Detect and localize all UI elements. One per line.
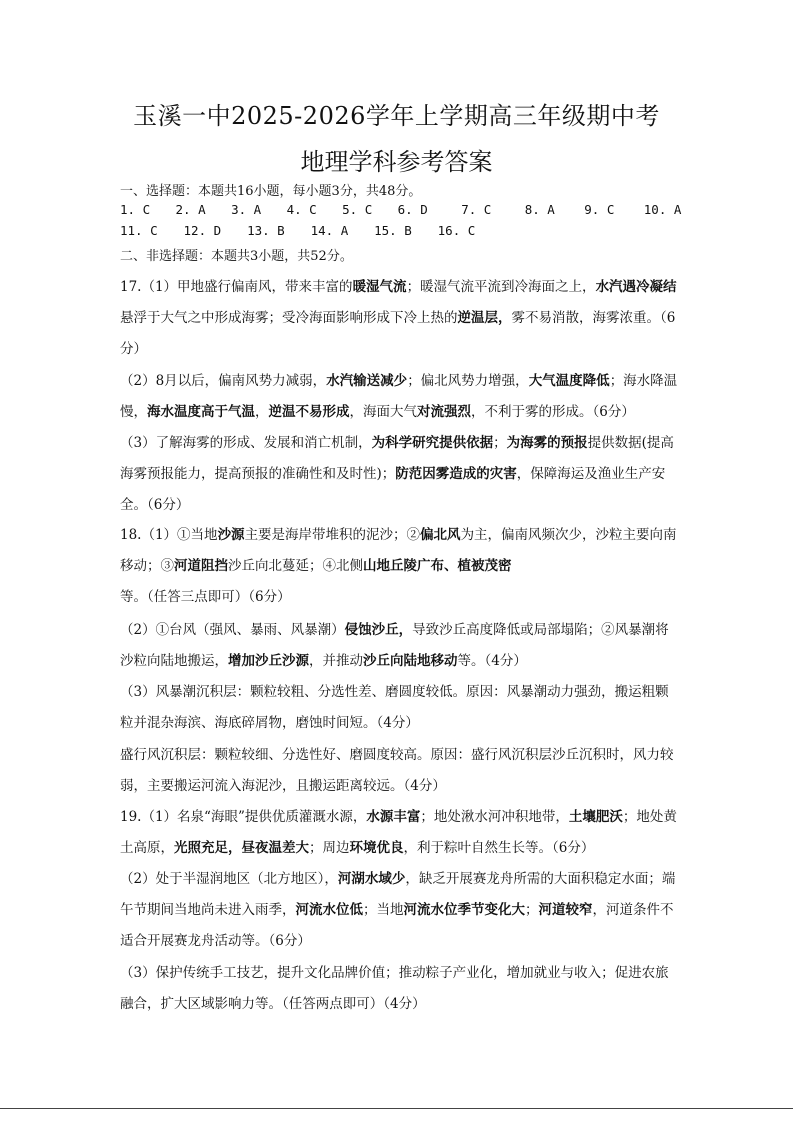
exam-subtitle: 地理学科参考答案	[300, 148, 493, 176]
emphasis-text: 河湖水域少	[337, 871, 406, 887]
answer-item: 3. A	[231, 202, 262, 217]
emphasis-text: 对流强烈	[417, 404, 471, 420]
answer-text: 主要是海岸带堆积的泥沙；②	[244, 527, 421, 543]
answer-item: 2. A	[175, 202, 206, 217]
answer-text: ；偏北风势力增强，	[407, 373, 529, 389]
emphasis-text: 水汽输送减少	[326, 373, 408, 389]
emphasis-text: 河流水位低	[295, 902, 363, 918]
q19-part3	[120, 958, 680, 1020]
answer-text: 沙丘向北蔓延；④北侧	[228, 558, 363, 574]
q18-part4	[120, 740, 680, 802]
answer-item: 6. D	[397, 202, 428, 217]
answer-text: （2）①台风（强风、暴雨、风暴潮）	[120, 622, 345, 638]
q18-part1	[120, 520, 680, 613]
answer-text: ，海面大气	[349, 404, 417, 420]
answer-text: ；	[493, 435, 507, 451]
answer-text: ，河道条件不适合开展赛龙舟活动等。（6分）	[120, 902, 674, 949]
answer-text: ，保障海运及渔业生产安全。（6分）	[120, 466, 666, 513]
answer-text: ；地处黄土高原，	[120, 809, 677, 856]
emphasis-text: 山地丘陵广布、植被茂密	[363, 558, 512, 574]
answer-text: （2）8月以后，偏南风势力减弱，	[120, 373, 327, 389]
emphasis-text: 逆温不易形成	[268, 404, 350, 420]
answer-text: （3）风暴潮沉积层：颗粒较粗、分选性差、磨圆度较低。原因：风暴潮动力强劲，搬运粗颗粒并混杂海滨、海底碎屑物，磨蚀时间短。（4分）	[120, 684, 669, 731]
emphasis-text: 海水温度高于气温	[147, 404, 255, 420]
answer-item: 7. C	[461, 202, 492, 217]
answer-text: ，	[255, 404, 269, 420]
answer-text: 18.（1）①当地	[120, 527, 218, 543]
answer-item: 4. C	[286, 202, 317, 217]
q19-part2	[120, 864, 680, 957]
emphasis-text: 河道阻挡	[174, 558, 228, 574]
answer-text: ；当地	[363, 902, 404, 918]
section1-heading: 一、选择题：本题共16小题，每小题3分，共48分。	[120, 184, 422, 199]
emphasis-text: 水汽遇冷凝结	[595, 279, 677, 295]
answer-text: 提供数据(提高海雾预报能力，提高预报的准确性和及时性)；	[120, 435, 674, 482]
answer-item: 15. B	[374, 223, 412, 238]
answer-text: 等。（4分）	[457, 653, 527, 669]
exam-title: 玉溪一中2025-2026学年上学期高三年级期中考	[133, 102, 660, 130]
emphasis-text: 侵蚀沙丘，	[344, 622, 413, 638]
answer-item: 8. A	[524, 202, 555, 217]
answer-text: 盛行风沉积层：颗粒较细、分选性好、磨圆度较高。原因：盛行风沉积层沙丘沉积时，风力较弱，主要搬运河流入海泥沙，且搬运距离较远。（4分）	[120, 747, 674, 794]
answer-text: （3）了解海雾的形成、发展和消亡机制，	[120, 435, 372, 451]
emphasis-text: 沙源	[217, 527, 245, 543]
emphasis-text: 暖湿气流	[352, 279, 407, 295]
emphasis-text: 沙丘向陆地移动	[363, 653, 458, 669]
emphasis-text: 环境优良	[349, 840, 404, 856]
answer-text: ，不利于雾的形成。（6分）	[471, 404, 635, 420]
emphasis-text: 河道较窄	[538, 902, 593, 918]
answer-item: 14. A	[310, 223, 349, 238]
answer-text: 悬浮于大气之中形成海雾；受冷海面影响形成下冷上热的	[120, 310, 458, 326]
answer-text: ，并推动	[309, 653, 363, 669]
answer-text: （2）处于半湿润地区（北方地区），	[120, 871, 338, 887]
answer-text: ；	[525, 902, 539, 918]
q19-part1	[120, 802, 680, 864]
emphasis-text: 逆温层，	[457, 310, 512, 326]
section2-heading: 二、非选择题：本题共3小题，共52分。	[120, 249, 353, 264]
answer-text: ；周边	[309, 840, 350, 856]
answer-item: 10. A	[643, 202, 682, 217]
answer-text: 17.（1）甲地盛行偏南风，带来丰富的	[120, 279, 353, 295]
emphasis-text: 增加沙丘沙源	[228, 653, 309, 669]
answer-item: 11. C	[120, 223, 158, 238]
emphasis-text: 光照充足，昼夜温差大	[174, 840, 309, 856]
answer-item: 1. C	[120, 202, 151, 217]
q18-part2	[120, 615, 680, 677]
answer-text: ，利于粽叶自然生长等。（6分）	[403, 840, 595, 856]
emphasis-text: 大气温度降低	[528, 373, 610, 389]
answer-text: ；海水降温慢，	[120, 373, 678, 420]
answer-text: ；暖湿气流平流到冷海面之上，	[406, 279, 596, 295]
answer-text: 为主，偏南风频次少，沙粒主要向南移动；③	[120, 527, 677, 574]
answer-text: 19.（1）名泉“海眼”提供优质灌溉水源，	[120, 809, 367, 825]
emphasis-text: 为海雾的预报	[506, 435, 588, 451]
emphasis-text: 偏北风	[420, 527, 461, 543]
emphasis-text: 土壤肥沃	[568, 809, 623, 825]
answer-text: 导致沙丘高度降低或局部塌陷；②风暴潮将沙粒向陆地搬运，	[120, 622, 669, 669]
answer-text: 等。（任答三点即可）（6分）	[120, 589, 291, 605]
page-bottom-rule	[0, 1108, 793, 1109]
answer-item: 13. B	[247, 223, 285, 238]
answer-item: 12. D	[183, 223, 222, 238]
emphasis-text: 为科学研究提供依据	[371, 435, 494, 451]
answer-text: ，缺乏开展赛龙舟所需的大面积稳定水面；端午节期间当地尚未进入雨季，	[120, 871, 676, 918]
q17-part3	[120, 428, 680, 521]
emphasis-text: 水源丰富	[366, 809, 421, 825]
q17-part1	[120, 272, 680, 365]
answer-item: 16. C	[437, 223, 476, 238]
answer-text: ；地处湫水河冲积地带，	[420, 809, 569, 825]
answer-text: 雾不易消散，海雾浓重。（6分）	[120, 310, 676, 357]
answer-item: 9. C	[584, 202, 615, 217]
answer-item: 5. C	[342, 202, 373, 217]
answer-text: （3）保护传统手工技艺，提升文化品牌价值；推动粽子产业化，增加就业与收入；促进农旅融合，扩大区域影响力等。（任答两点即可）（4分）	[120, 965, 669, 1012]
q17-part2	[120, 366, 680, 428]
emphasis-text: 防范因雾造成的灾害	[395, 466, 517, 482]
q18-part3	[120, 677, 680, 739]
emphasis-text: 河流水位季节变化大	[403, 902, 525, 918]
answer-row-1	[120, 202, 696, 217]
answer-row-2	[120, 223, 494, 238]
